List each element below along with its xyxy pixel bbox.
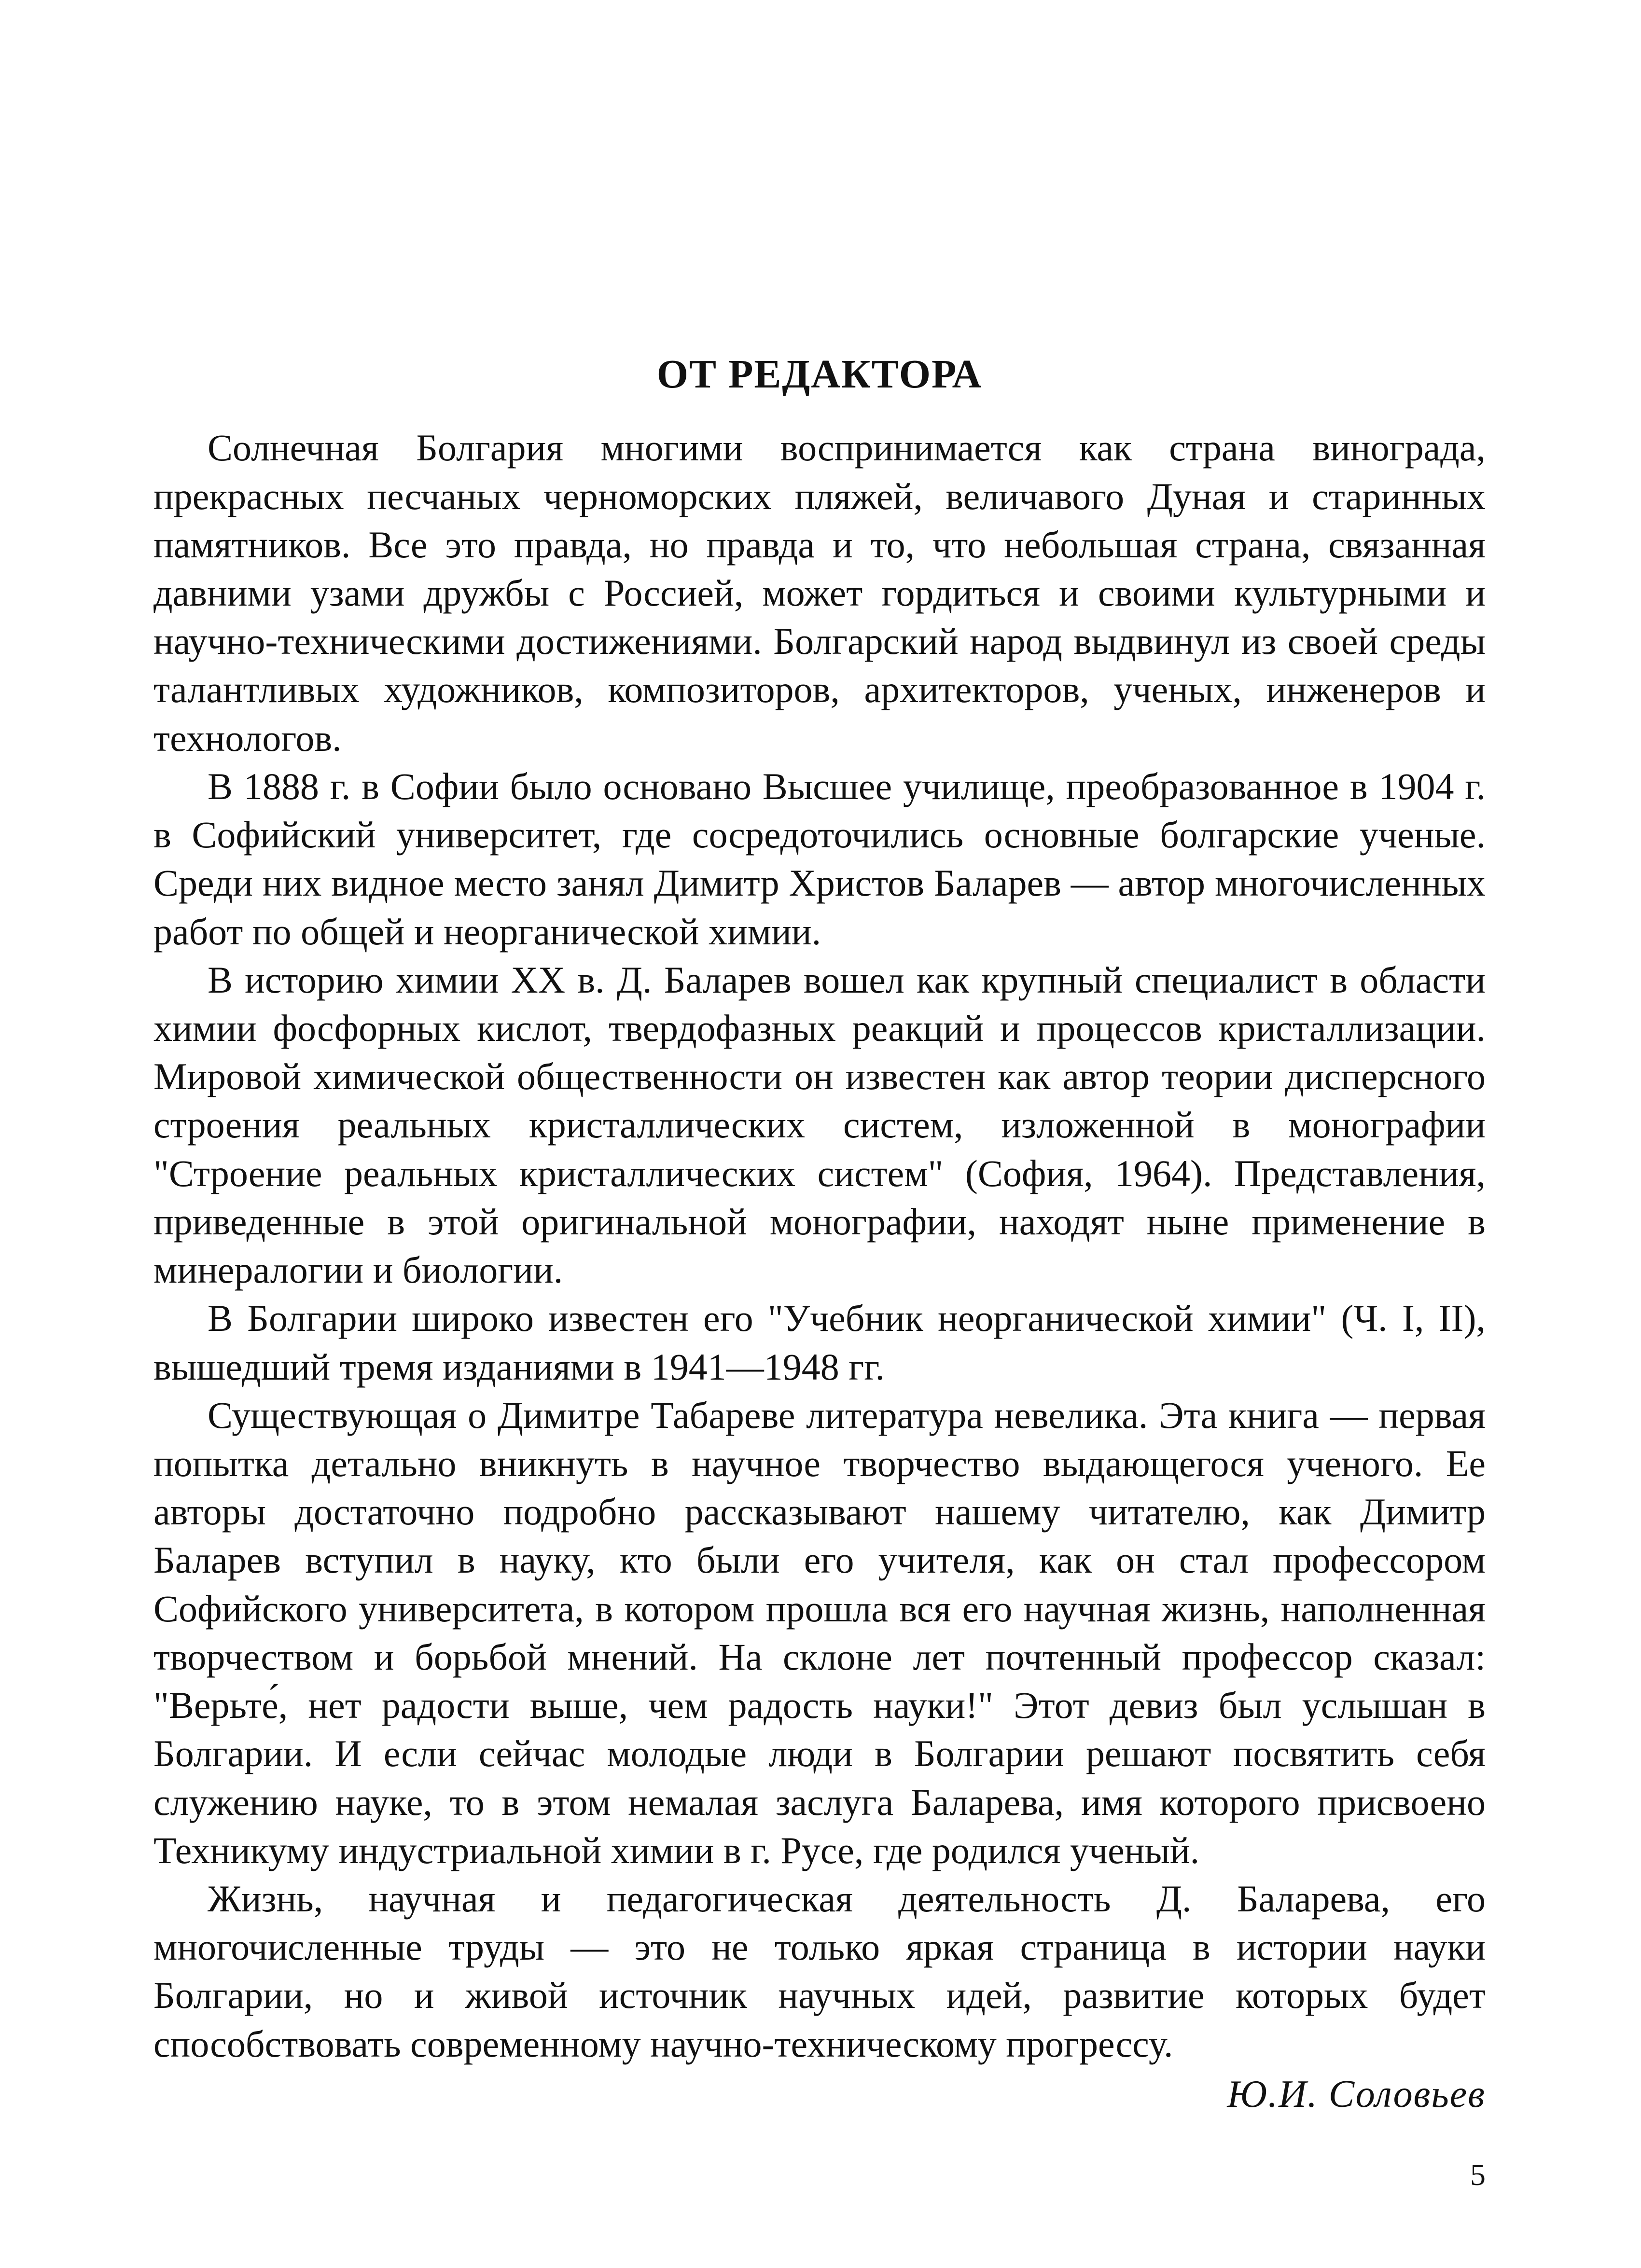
editor-signature: Ю.И. Соловьев [1227,2073,1486,2116]
paragraph-intro: Солнечная Болгария многими воспринимается как страна винограда, прекрасных песчаных черноморских пляжей, величавого Дуная и старинных памятников. Все это правда, но правда и то, что небольшая страна, связанная давними узами дружбы с Россией, может гордиться и своими культурными и научно-техническими достижениями. Болгарский народ выдвинул из своей среды талантливых художников, композиторов, архитекторов, ученых, инженеров и технологов. [153,427,1486,759]
paragraph-textbook: В Болгарии широко известен его "Учебник неорганической химии" (Ч. I, II), вышедший тремя изданиями в 1941—1948 гг. [153,1297,1486,1388]
paragraph-university: В 1888 г. в Софии было основано Высшее училище, преобразованное в 1904 г. в Софийский университет, где сосредоточились основные болгарские ученые. Среди них видное место занял Димитр Христов Баларев — автор многочисленных работ по общей и неорганической химии. [153,765,1486,953]
paragraph-research: В историю химии XX в. Д. Баларев вошел как крупный специалист в области химии фосфорных кислот, твердофазных реакций и процессов кристаллизации. Мировой химической общественности он известен как автор теории дисперсного строения реальных кристаллических систем, изложенной в монографии "Строение реальных кристаллических систем" (София, 1964). Представления, приведенные в этой оригинальной монографии, находят ныне применение в минералогии и биологии. [153,958,1486,1291]
paragraph-book-summary: Существующая о Димитре Табареве литература невелика. Эта книга — первая попытка детально вникнуть в научное творчество выдающегося ученого. Ее авторы достаточно подробно рассказывают нашему читателю, как Димитр Баларев вступил в науку, кто были его учителя, как он стал профессором Софийского университета, в котором прошла вся его научная жизнь, наполненная творчеством и борьбой мнений. На склоне лет почтенный профессор сказал: "Верьте́, нет радости выше, чем радость науки!" Этот девиз был услышан в Болгарии. И если сейчас молодые люди в Болгарии решают посвятить себя служению науке, то в этом немалая заслуга Баларева, имя которого присвоено Техникуму индустриальной химии в г. Русе, где родился ученый. [153,1394,1486,1871]
page-number: 5 [1470,2157,1486,2192]
document-page [153,352,1486,2192]
paragraph-conclusion: Жизнь, научная и педагогическая деятельность Д. Баларева, его многочисленные труды — это не только яркая страница в истории науки Болгарии, но и живой источник научных идей, развитие которых будет способствовать современному научно-техническому прогрессу. [153,1877,1486,2065]
page-title: ОТ РЕДАКТОРА [656,352,983,397]
